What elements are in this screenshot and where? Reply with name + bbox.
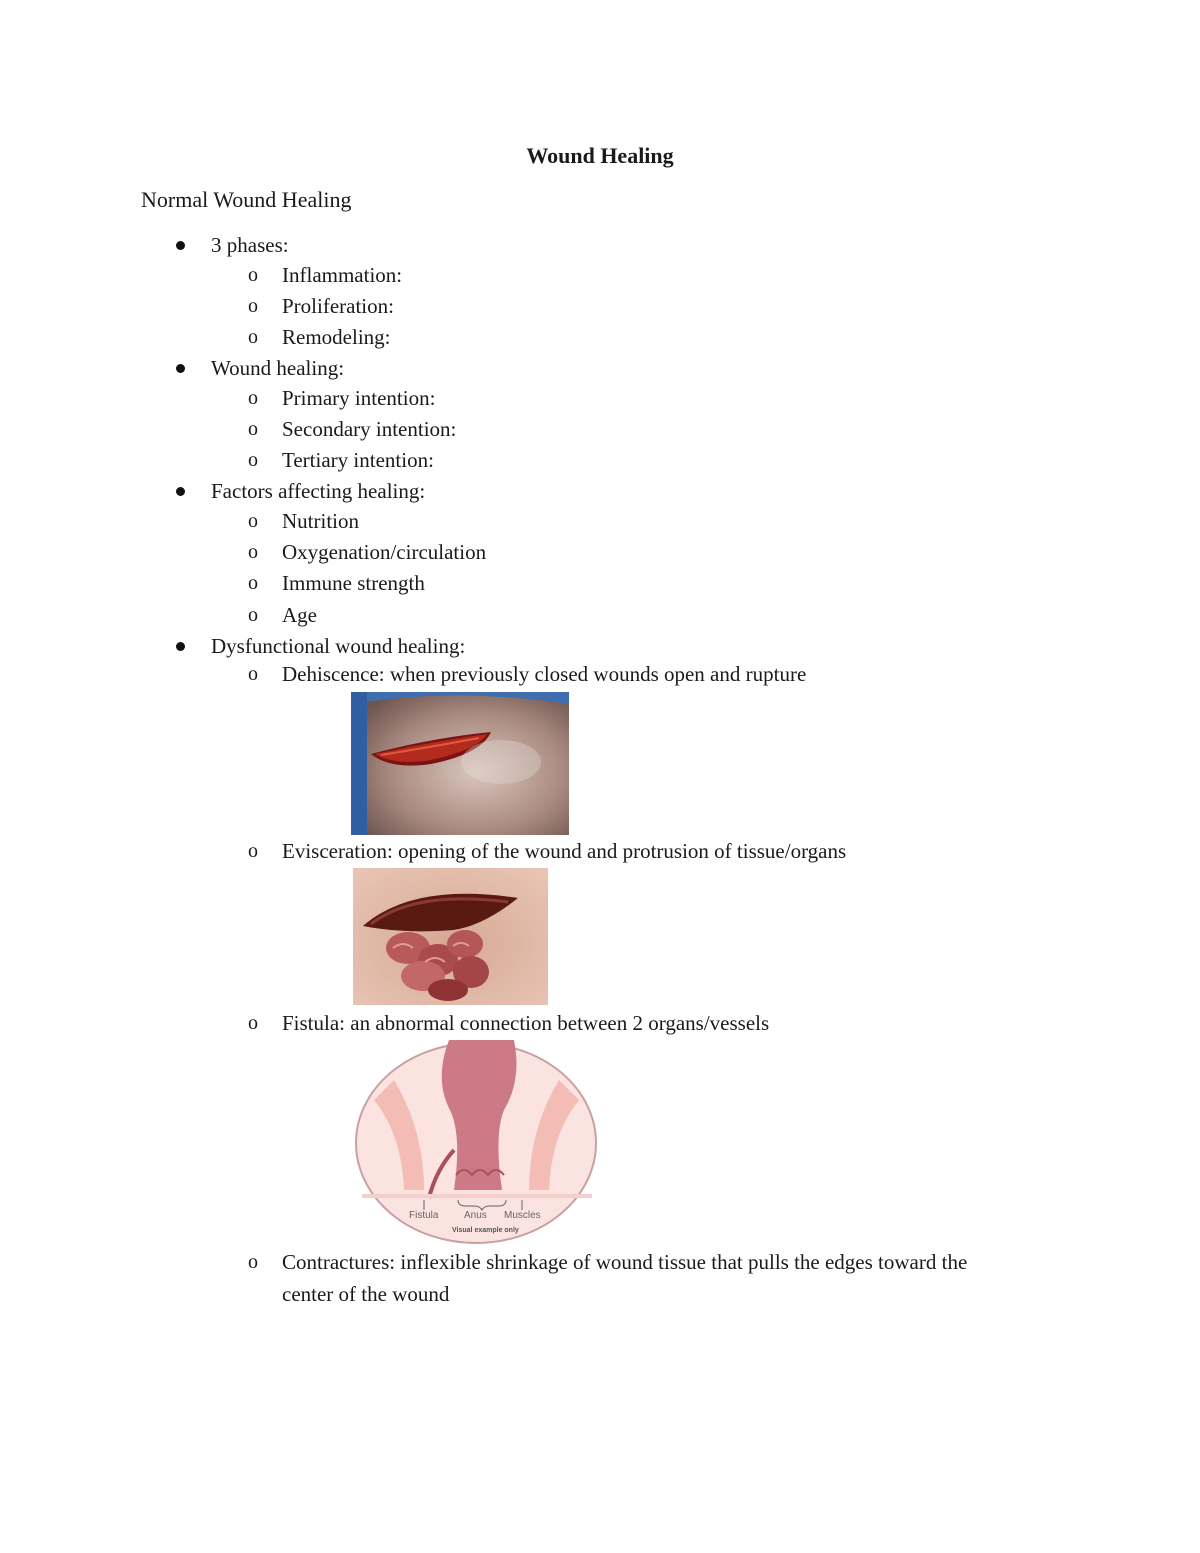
sub-item-dehiscence: Dehiscence: when previously closed wounds open and rupture [282, 662, 807, 686]
circle-bullet-icon: o [248, 1251, 258, 1273]
dehiscence-image [351, 692, 569, 835]
sub-item-contractures: Contractures: inflexible shrinkage of wound tissue that pulls the edges toward the [282, 1250, 968, 1274]
list-item-wound-healing: Wound healing: [211, 356, 345, 380]
circle-bullet-icon: o [248, 572, 258, 594]
circle-bullet-icon: o [248, 840, 258, 862]
sub-item-contractures-cont: center of the wound [282, 1282, 450, 1306]
circle-bullet-icon: o [248, 604, 258, 626]
bullet-icon [176, 487, 185, 496]
sub-item-inflammation: Inflammation: [282, 263, 403, 287]
fistula-diagram [354, 1040, 599, 1245]
sub-item-oxygenation: Oxygenation/circulation [282, 540, 487, 564]
sub-item-evisceration: Evisceration: opening of the wound and protrusion of tissue/organs [282, 839, 847, 863]
circle-bullet-icon: o [248, 510, 258, 532]
bullet-icon [176, 642, 185, 651]
circle-bullet-icon: o [248, 541, 258, 563]
sub-item-proliferation: Proliferation: [282, 294, 394, 318]
circle-bullet-icon: o [248, 295, 258, 317]
fistula-label: Fistula [409, 1210, 439, 1221]
circle-bullet-icon: o [248, 326, 258, 348]
sub-item-age: Age [282, 603, 317, 627]
bullet-icon [176, 241, 185, 250]
circle-bullet-icon: o [248, 387, 258, 409]
figure-caption: Visual example only [452, 1227, 519, 1234]
page-title: Wound Healing [526, 143, 674, 168]
list-item-dysfunctional: Dysfunctional wound healing: [211, 634, 466, 658]
sub-item-fistula: Fistula: an abnormal connection between 2 organs/vessels [282, 1011, 770, 1035]
circle-bullet-icon: o [248, 663, 258, 685]
anus-label: Anus [464, 1210, 487, 1221]
list-item-phases: 3 phases: [211, 233, 289, 257]
sub-item-primary: Primary intention: [282, 386, 436, 410]
muscles-label: Muscles [504, 1210, 541, 1221]
circle-bullet-icon: o [248, 1012, 258, 1034]
circle-bullet-icon: o [248, 418, 258, 440]
sub-item-nutrition: Nutrition [282, 509, 359, 533]
sub-item-remodeling: Remodeling: [282, 325, 391, 349]
sub-item-tertiary: Tertiary intention: [282, 448, 434, 472]
section-heading: Normal Wound Healing [141, 187, 352, 212]
list-item-factors: Factors affecting healing: [211, 479, 426, 503]
bullet-icon [176, 364, 185, 373]
evisceration-image [353, 868, 548, 1005]
circle-bullet-icon: o [248, 449, 258, 471]
sub-item-secondary: Secondary intention: [282, 417, 457, 441]
sub-item-immune: Immune strength [282, 571, 425, 595]
circle-bullet-icon: o [248, 264, 258, 286]
